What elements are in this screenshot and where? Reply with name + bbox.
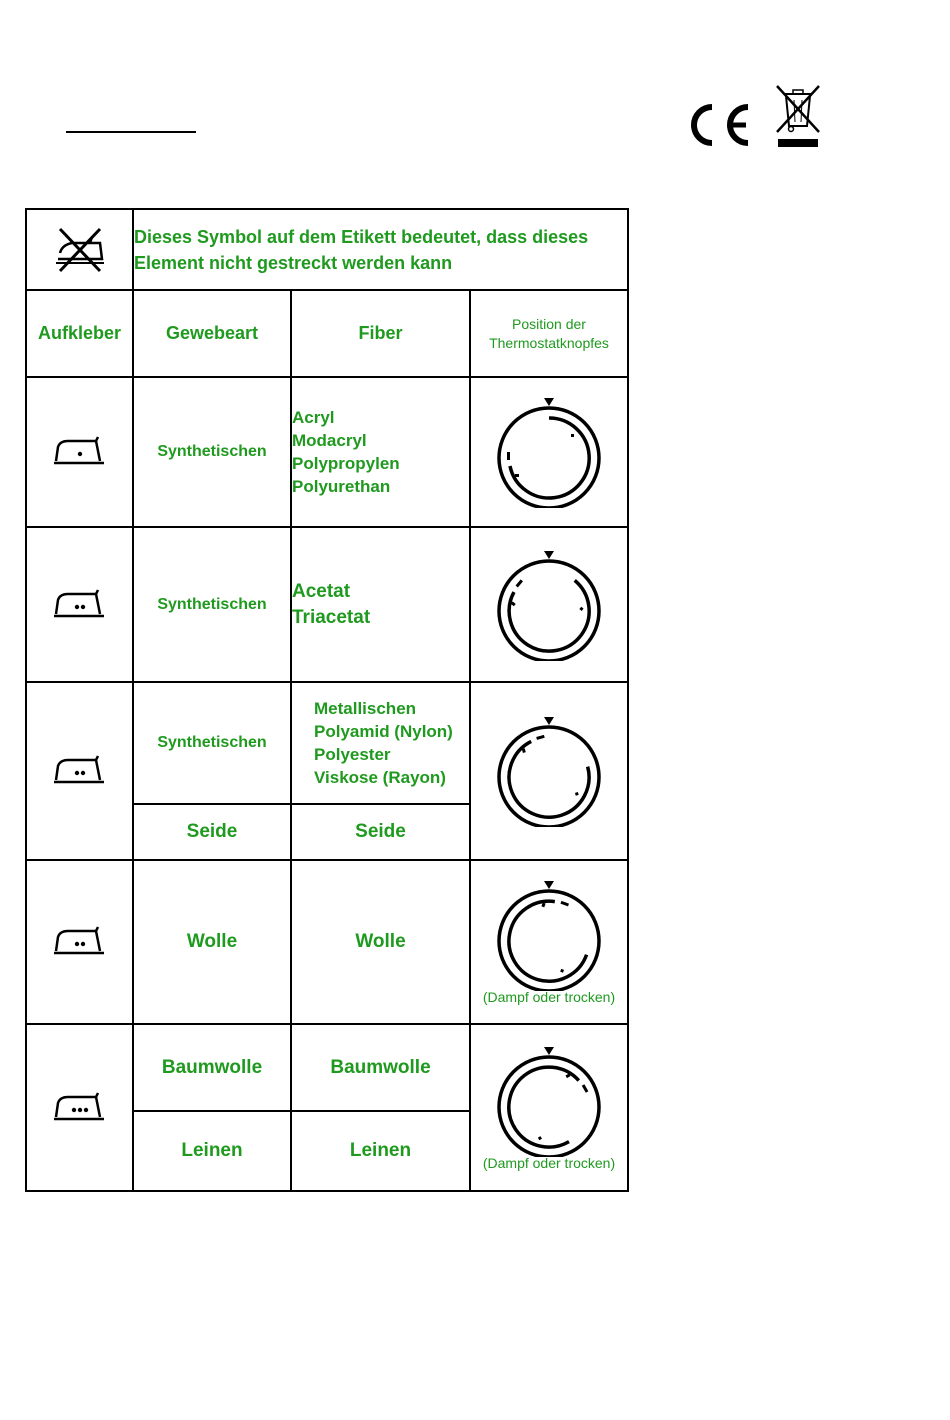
fiber-cell: Seide <box>291 804 470 860</box>
fiber-item: Polyamid (Nylon) <box>314 722 453 741</box>
fiber-cell: Wolle <box>291 860 470 1024</box>
weee-bin-icon <box>774 84 822 150</box>
iron-dot <box>74 604 78 608</box>
fabric-cell: Synthetischen <box>133 377 291 527</box>
iron-cell <box>26 1024 133 1191</box>
no-iron-description: Dieses Symbol auf dem Etikett bedeutet, dass dieses Element nicht gestreckt werden kann <box>133 209 628 290</box>
fiber-cell <box>291 527 470 682</box>
iron-dot <box>74 771 78 775</box>
fabric-cell: Synthetischen <box>133 682 291 804</box>
table-row <box>26 1024 628 1111</box>
col-header-fiber: Fiber <box>291 290 470 377</box>
dial-cell <box>470 527 628 682</box>
fiber-cell <box>291 377 470 527</box>
iron-icon <box>50 754 110 788</box>
dial-cell <box>470 682 628 860</box>
col-header-position-text: Position der Thermostatknopfes <box>489 315 609 351</box>
iron-dot <box>80 942 84 946</box>
no-iron-icon <box>50 225 110 275</box>
dial-cell <box>470 860 628 1024</box>
no-iron-cell <box>26 209 133 290</box>
fiber-item: Triacetat <box>292 606 371 628</box>
fiber-item: Polypropylen <box>292 454 400 473</box>
fiber-cell: Leinen <box>291 1111 470 1191</box>
fiber-item: Acryl <box>292 408 335 427</box>
thermostat-dial-icon <box>493 396 605 508</box>
steam-note: (Dampf oder trocken) <box>482 1154 616 1171</box>
table-row <box>26 527 628 682</box>
col-header-position <box>470 290 628 377</box>
thermostat-dial-icon <box>493 715 605 827</box>
iron-dot <box>80 604 84 608</box>
thermostat-dial-icon <box>493 549 605 661</box>
fiber-item: Modacryl <box>292 431 367 450</box>
iron-cell <box>26 860 133 1024</box>
iron-cell <box>26 527 133 682</box>
dial-cell <box>470 1024 628 1191</box>
iron-icon <box>50 435 110 469</box>
iron-dot <box>77 1107 81 1111</box>
fiber-item: Viskose (Rayon) <box>314 768 446 787</box>
ce-mark-icon <box>686 102 752 148</box>
iron-cell <box>26 682 133 860</box>
iron-dot <box>74 942 78 946</box>
iron-cell <box>26 377 133 527</box>
dial-cell <box>470 377 628 527</box>
iron-icon <box>50 1091 110 1125</box>
table-row <box>26 377 628 527</box>
iron-dot <box>77 452 81 456</box>
thermostat-dial-icon <box>493 1045 605 1157</box>
table-row <box>26 682 628 804</box>
steam-note: (Dampf oder trocken) <box>482 989 616 1005</box>
iron-dot <box>80 771 84 775</box>
fiber-item: Acetat <box>292 580 351 602</box>
compliance-marks <box>686 84 826 154</box>
fabric-cell: Seide <box>133 804 291 860</box>
fabric-cell: Leinen <box>133 1111 291 1191</box>
table-row <box>26 860 628 1024</box>
fiber-cell: Baumwolle <box>291 1024 470 1111</box>
iron-icon <box>50 925 110 959</box>
top-rule <box>66 131 196 133</box>
ironing-guide-table <box>25 208 627 1191</box>
iron-dot <box>83 1107 87 1111</box>
fabric-cell: Synthetischen <box>133 527 291 682</box>
iron-icon <box>50 588 110 622</box>
iron-dot <box>71 1107 75 1111</box>
fiber-item: Metallischen <box>314 699 417 718</box>
thermostat-dial-icon <box>493 879 605 991</box>
col-header-fabric: Gewebeart <box>133 290 291 377</box>
fiber-item: Polyurethan <box>292 477 391 496</box>
fiber-item: Polyester <box>314 745 391 764</box>
col-header-label: Aufkleber <box>26 290 133 377</box>
fiber-cell <box>291 682 470 804</box>
fabric-cell: Baumwolle <box>133 1024 291 1111</box>
fabric-cell: Wolle <box>133 860 291 1024</box>
